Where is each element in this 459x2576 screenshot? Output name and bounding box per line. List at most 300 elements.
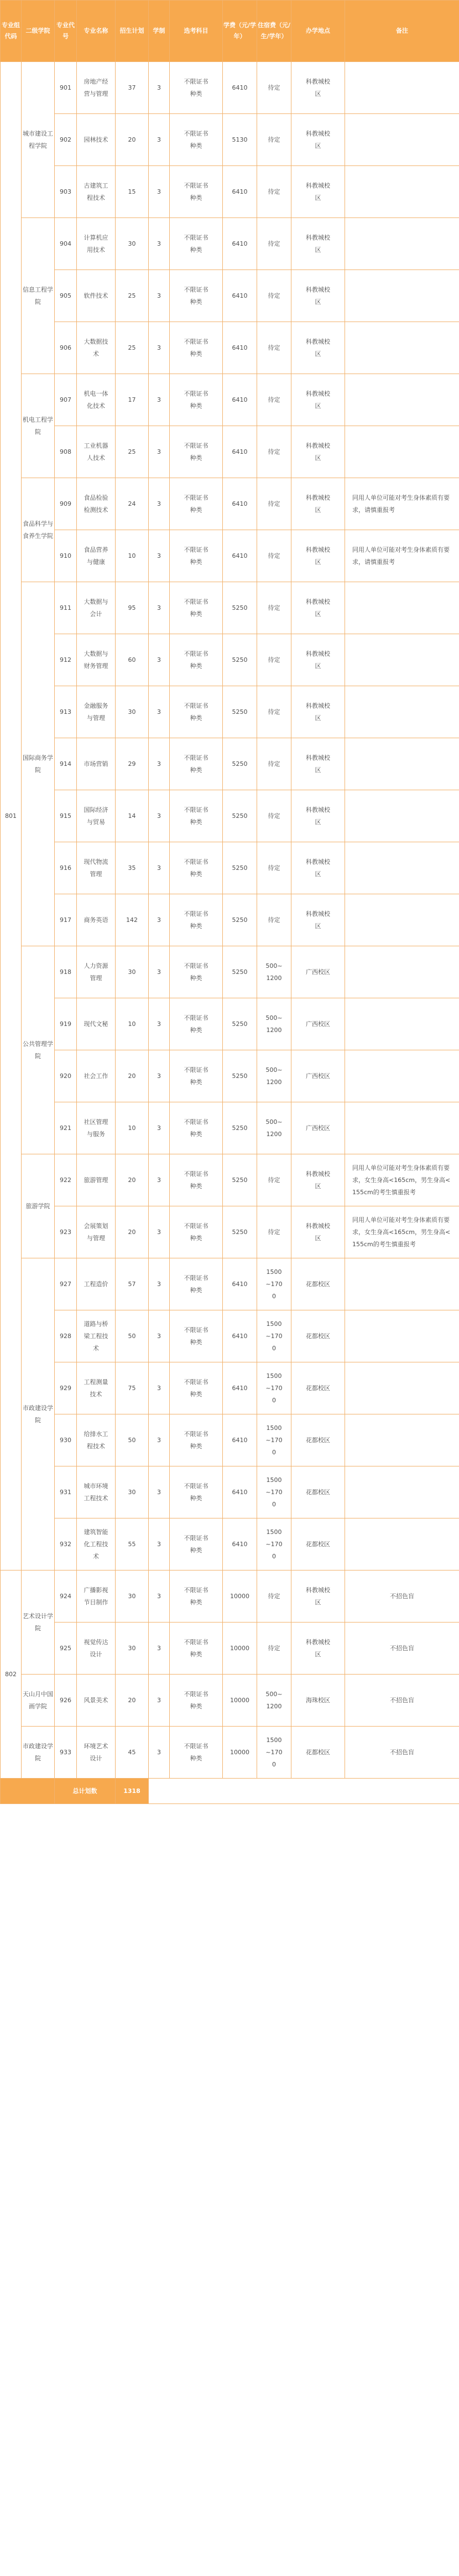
years-cell — [149, 1154, 170, 1206]
major-name-cell-text: 人力资源管理 — [84, 962, 108, 982]
years-cell — [149, 1727, 170, 1779]
plan-cell — [116, 166, 149, 218]
table-row — [1, 62, 459, 114]
plan-cell — [116, 998, 149, 1050]
tuition-cell — [223, 1727, 257, 1779]
subject-cell-text: 不限证书种类 — [184, 338, 208, 357]
place-cell-text: 广西校区 — [306, 968, 330, 976]
table-row — [1, 530, 459, 582]
note-cell — [345, 1623, 459, 1675]
place-cell — [291, 1571, 345, 1623]
tuition-cell-text: 10000 — [230, 1592, 249, 1600]
years-cell — [149, 218, 170, 270]
years-cell-text: 3 — [157, 1644, 161, 1652]
tuition-cell — [223, 1310, 257, 1362]
table-row — [1, 1102, 459, 1154]
major-code-cell — [55, 686, 77, 738]
table-row — [1, 478, 459, 530]
major-code-cell — [55, 166, 77, 218]
tuition-cell-text: 5250 — [232, 760, 248, 768]
column-header: 备注 — [345, 1, 459, 62]
subject-cell-text: 不限证书种类 — [184, 1066, 208, 1086]
column-header: 学费（元/学年） — [223, 1, 257, 62]
note-cell-text: 同用人单位可能对考生身体素质有要求，请慎重报考 — [352, 546, 450, 566]
years-cell-text: 3 — [157, 136, 161, 143]
years-cell — [149, 1310, 170, 1362]
plan-cell — [116, 478, 149, 530]
place-cell-text: 花都校区 — [306, 1540, 330, 1548]
lodging-cell — [257, 1466, 291, 1518]
plan-cell — [116, 738, 149, 790]
subject-cell-text: 不限证书种类 — [184, 286, 208, 305]
major-code-cell — [55, 426, 77, 478]
college-cell: 公共管理学院 — [22, 946, 55, 1154]
lodging-cell — [257, 1675, 291, 1727]
header-row — [1, 1, 459, 62]
subject-cell — [170, 426, 223, 478]
lodging-cell-text: 待定 — [268, 916, 280, 924]
table-footer — [1, 1779, 459, 1804]
tuition-cell-text: 6410 — [232, 1488, 248, 1496]
lodging-cell — [257, 1258, 291, 1310]
place-cell — [291, 790, 345, 842]
lodging-cell — [257, 114, 291, 166]
lodging-cell — [257, 686, 291, 738]
place-cell — [291, 1206, 345, 1258]
years-cell-text: 3 — [157, 1332, 161, 1340]
place-cell — [291, 478, 345, 530]
place-cell-text: 花都校区 — [306, 1748, 330, 1756]
major-name-cell — [77, 790, 116, 842]
place-cell — [291, 1102, 345, 1154]
lodging-cell — [257, 1050, 291, 1102]
tuition-cell — [223, 1623, 257, 1675]
major-code-cell-text: 912 — [60, 656, 71, 664]
years-cell — [149, 1623, 170, 1675]
place-cell — [291, 1310, 345, 1362]
table-row — [1, 790, 459, 842]
tuition-cell-text: 5130 — [232, 136, 248, 143]
place-cell — [291, 62, 345, 114]
years-cell — [149, 1258, 170, 1310]
plan-cell-text: 20 — [128, 1696, 136, 1704]
years-cell-text: 3 — [157, 968, 161, 976]
plan-cell-text: 24 — [128, 500, 136, 507]
years-cell — [149, 738, 170, 790]
place-cell — [291, 1414, 345, 1466]
group-code-cell: 802 — [1, 1571, 22, 1779]
tuition-cell-text: 10000 — [230, 1644, 249, 1652]
plan-cell — [116, 1675, 149, 1727]
tuition-cell-text: 6410 — [232, 1384, 248, 1392]
college-cell: 机电工程学院 — [22, 374, 55, 478]
major-name-cell — [77, 894, 116, 946]
place-cell-text: 科教城校区 — [306, 182, 330, 201]
years-cell — [149, 1050, 170, 1102]
major-code-cell-text: 930 — [60, 1436, 71, 1444]
place-cell — [291, 114, 345, 166]
table-row — [1, 1727, 459, 1779]
note-cell — [345, 1727, 459, 1779]
years-cell-text: 3 — [157, 188, 161, 195]
subject-cell — [170, 1571, 223, 1623]
plan-cell — [116, 1727, 149, 1779]
table-row — [1, 634, 459, 686]
college-cell: 旅游学院 — [22, 1154, 55, 1258]
lodging-cell — [257, 894, 291, 946]
tuition-cell — [223, 1518, 257, 1571]
place-cell — [291, 1050, 345, 1102]
tuition-cell-text: 5250 — [232, 968, 248, 976]
major-name-cell — [77, 998, 116, 1050]
lodging-cell — [257, 842, 291, 894]
tuition-cell — [223, 530, 257, 582]
subject-cell — [170, 1518, 223, 1571]
lodging-cell — [257, 1727, 291, 1779]
place-cell-text: 科教城校区 — [306, 494, 330, 514]
lodging-cell — [257, 374, 291, 426]
note-cell — [345, 842, 459, 894]
note-cell — [345, 1206, 459, 1258]
major-code-cell — [55, 1727, 77, 1779]
major-code-cell — [55, 790, 77, 842]
tuition-cell-text: 6410 — [232, 344, 248, 351]
footer-spacer — [149, 1779, 459, 1804]
tuition-cell — [223, 1102, 257, 1154]
lodging-cell-text: 1500~1700 — [265, 1424, 283, 1456]
place-cell — [291, 270, 345, 322]
years-cell — [149, 1571, 170, 1623]
tuition-cell — [223, 1571, 257, 1623]
major-code-cell — [55, 738, 77, 790]
major-name-cell — [77, 478, 116, 530]
years-cell-text: 3 — [157, 1748, 161, 1756]
table-row — [1, 270, 459, 322]
years-cell-text: 3 — [157, 500, 161, 507]
place-cell-text: 科教城校区 — [306, 390, 330, 410]
note-cell — [345, 218, 459, 270]
tuition-cell-text: 5250 — [232, 1228, 248, 1236]
note-cell — [345, 1362, 459, 1414]
plan-cell-text: 10 — [128, 1020, 136, 1028]
note-cell — [345, 166, 459, 218]
subject-cell — [170, 114, 223, 166]
tuition-cell — [223, 478, 257, 530]
subject-cell — [170, 1414, 223, 1466]
major-name-cell-text: 大数据与会计 — [84, 598, 108, 618]
major-code-cell — [55, 894, 77, 946]
major-name-cell — [77, 530, 116, 582]
major-code-cell-text: 928 — [60, 1332, 71, 1340]
table-row — [1, 1206, 459, 1258]
subject-cell-text: 不限证书种类 — [184, 1586, 208, 1606]
years-cell — [149, 894, 170, 946]
note-cell — [345, 634, 459, 686]
note-cell — [345, 1675, 459, 1727]
major-code-cell-text: 915 — [60, 812, 71, 820]
footer-blank — [1, 1779, 55, 1804]
tuition-cell — [223, 1466, 257, 1518]
table-row — [1, 1362, 459, 1414]
plan-cell-text: 20 — [128, 1228, 136, 1236]
years-cell-text: 3 — [157, 1384, 161, 1392]
note-cell — [345, 478, 459, 530]
major-name-cell — [77, 218, 116, 270]
major-code-cell-text: 905 — [60, 292, 71, 299]
major-code-cell-text: 929 — [60, 1384, 71, 1392]
major-code-cell — [55, 634, 77, 686]
tuition-cell — [223, 218, 257, 270]
table-row — [1, 1258, 459, 1310]
tuition-cell — [223, 998, 257, 1050]
plan-cell-text: 20 — [128, 1072, 136, 1080]
years-cell-text: 3 — [157, 1592, 161, 1600]
tuition-cell-text: 6410 — [232, 396, 248, 403]
plan-cell — [116, 1050, 149, 1102]
major-name-cell — [77, 114, 116, 166]
years-cell-text: 3 — [157, 1124, 161, 1132]
plan-cell-text: 25 — [128, 344, 136, 351]
plan-cell — [116, 1623, 149, 1675]
place-cell-text: 科教城校区 — [306, 286, 330, 305]
place-cell-text: 科教城校区 — [306, 1638, 330, 1658]
note-cell-text: 不招色盲 — [390, 1748, 414, 1756]
major-code-cell-text: 927 — [60, 1280, 71, 1288]
tuition-cell-text: 6410 — [232, 1436, 248, 1444]
subject-cell-text: 不限证书种类 — [184, 234, 208, 253]
lodging-cell-text: 待定 — [268, 760, 280, 768]
subject-cell — [170, 790, 223, 842]
note-cell — [345, 62, 459, 114]
lodging-cell — [257, 946, 291, 998]
place-cell — [291, 1466, 345, 1518]
subject-cell — [170, 582, 223, 634]
major-code-cell-text: 914 — [60, 760, 71, 768]
table-row — [1, 1571, 459, 1623]
major-name-cell-text: 工程造价 — [84, 1280, 108, 1288]
note-cell — [345, 1102, 459, 1154]
major-name-cell — [77, 1675, 116, 1727]
lodging-cell-text: 待定 — [268, 1592, 280, 1600]
major-name-cell — [77, 1206, 116, 1258]
table-header — [1, 1, 459, 62]
column-header: 办学地点 — [291, 1, 345, 62]
plan-cell — [116, 530, 149, 582]
lodging-cell — [257, 790, 291, 842]
lodging-cell — [257, 218, 291, 270]
plan-cell — [116, 1362, 149, 1414]
tuition-cell-text: 5250 — [232, 1020, 248, 1028]
group-code-cell: 801 — [1, 62, 22, 1571]
college-cell: 市政建设学院 — [22, 1727, 55, 1779]
subject-cell-text: 不限证书种类 — [184, 1014, 208, 1034]
subject-cell — [170, 374, 223, 426]
lodging-cell-text: 1500~1700 — [265, 1372, 283, 1404]
years-cell — [149, 1362, 170, 1414]
lodging-cell — [257, 530, 291, 582]
major-code-cell — [55, 530, 77, 582]
table-row — [1, 114, 459, 166]
tuition-cell — [223, 1050, 257, 1102]
subject-cell — [170, 530, 223, 582]
plan-cell-text: 20 — [128, 1176, 136, 1184]
subject-cell — [170, 842, 223, 894]
major-code-cell — [55, 1623, 77, 1675]
major-name-cell — [77, 1518, 116, 1571]
major-code-cell-text: 919 — [60, 1020, 71, 1028]
lodging-cell — [257, 634, 291, 686]
subject-cell — [170, 1310, 223, 1362]
lodging-cell-text: 待定 — [268, 396, 280, 403]
subject-cell-text: 不限证书种类 — [184, 182, 208, 201]
major-name-cell-text: 现代物流管理 — [84, 858, 108, 878]
table-row — [1, 1623, 459, 1675]
place-cell — [291, 582, 345, 634]
subject-cell-text: 不限证书种类 — [184, 962, 208, 982]
plan-cell-text: 30 — [128, 968, 136, 976]
plan-cell — [116, 790, 149, 842]
lodging-cell-text: 待定 — [268, 552, 280, 559]
major-code-cell — [55, 1571, 77, 1623]
plan-cell — [116, 1258, 149, 1310]
place-cell — [291, 842, 345, 894]
major-name-cell-text: 大数据技术 — [84, 338, 108, 357]
place-cell-text: 科教城校区 — [306, 1222, 330, 1242]
plan-cell — [116, 62, 149, 114]
place-cell-text: 花都校区 — [306, 1280, 330, 1288]
note-cell — [345, 114, 459, 166]
major-name-cell-text: 风景美术 — [84, 1696, 108, 1704]
lodging-cell — [257, 1206, 291, 1258]
plan-cell-text: 45 — [128, 1748, 136, 1756]
place-cell — [291, 634, 345, 686]
place-cell — [291, 1727, 345, 1779]
note-cell — [345, 686, 459, 738]
major-name-cell — [77, 1414, 116, 1466]
years-cell-text: 3 — [157, 1436, 161, 1444]
subject-cell — [170, 1050, 223, 1102]
tuition-cell — [223, 426, 257, 478]
major-name-cell — [77, 166, 116, 218]
tuition-cell-text: 6410 — [232, 84, 248, 91]
lodging-cell-text: 1500~1700 — [265, 1268, 283, 1300]
major-code-cell — [55, 1154, 77, 1206]
major-name-cell-text: 园林技术 — [84, 136, 108, 143]
subject-cell-text: 不限证书种类 — [184, 754, 208, 774]
place-cell-text: 科教城校区 — [306, 702, 330, 722]
major-code-cell-text: 903 — [60, 188, 71, 195]
subject-cell — [170, 1675, 223, 1727]
major-name-cell-text: 大数据与财务管理 — [84, 650, 108, 670]
years-cell — [149, 790, 170, 842]
note-cell-text: 同用人单位可能对考生身体素质有要求，女生身高<165cm，男生身高<155cm的考生慎重报考 — [352, 1164, 451, 1196]
lodging-cell-text: 待定 — [268, 188, 280, 195]
lodging-cell — [257, 1154, 291, 1206]
major-name-cell-text: 国际经济与贸易 — [84, 806, 108, 826]
years-cell-text: 3 — [157, 1540, 161, 1548]
subject-cell-text: 不限证书种类 — [184, 546, 208, 566]
plan-cell-text: 14 — [128, 812, 136, 820]
plan-cell — [116, 946, 149, 998]
place-cell-text: 科教城校区 — [306, 1586, 330, 1606]
years-cell — [149, 1102, 170, 1154]
years-cell-text: 3 — [157, 1072, 161, 1080]
major-code-cell-text: 918 — [60, 968, 71, 976]
lodging-cell-text: 待定 — [268, 1228, 280, 1236]
college-cell: 食品科学与食养生学院 — [22, 478, 55, 582]
tuition-cell — [223, 1258, 257, 1310]
lodging-cell — [257, 270, 291, 322]
tuition-cell-text: 6410 — [232, 1280, 248, 1288]
major-code-cell-text: 909 — [60, 500, 71, 507]
major-code-cell-text: 901 — [60, 84, 71, 91]
place-cell-text: 科教城校区 — [306, 442, 330, 462]
major-name-cell — [77, 738, 116, 790]
college-cell: 天山月中国画学院 — [22, 1675, 55, 1727]
place-cell — [291, 218, 345, 270]
major-code-cell-text: 920 — [60, 1072, 71, 1080]
table-row — [1, 166, 459, 218]
plan-cell — [116, 426, 149, 478]
subject-cell-text: 不限证书种类 — [184, 1170, 208, 1190]
tuition-cell — [223, 790, 257, 842]
years-cell — [149, 62, 170, 114]
major-code-cell-text: 932 — [60, 1540, 71, 1548]
place-cell — [291, 530, 345, 582]
major-name-cell-text: 社会工作 — [84, 1072, 108, 1080]
column-header: 学制 — [149, 1, 170, 62]
note-cell — [345, 1518, 459, 1571]
years-cell — [149, 374, 170, 426]
note-cell-text: 不招色盲 — [390, 1696, 414, 1704]
tuition-cell-text: 6410 — [232, 1540, 248, 1548]
years-cell-text: 3 — [157, 604, 161, 611]
subject-cell — [170, 1466, 223, 1518]
plan-cell-text: 37 — [128, 84, 136, 91]
major-name-cell-text: 房地产经营与管理 — [84, 77, 108, 97]
lodging-cell — [257, 1414, 291, 1466]
subject-cell-text: 不限证书种类 — [184, 1638, 208, 1658]
tuition-cell-text: 6410 — [232, 552, 248, 559]
column-header: 专业代号 — [55, 1, 77, 62]
note-cell — [345, 946, 459, 998]
major-name-cell-text: 广播影视节目制作 — [84, 1586, 108, 1606]
years-cell-text: 3 — [157, 1280, 161, 1288]
subject-cell — [170, 62, 223, 114]
place-cell-text: 科教城校区 — [306, 858, 330, 878]
subject-cell — [170, 1727, 223, 1779]
subject-cell-text: 不限证书种类 — [184, 494, 208, 514]
plan-cell-text: 142 — [126, 916, 138, 924]
major-code-cell-text: 931 — [60, 1488, 71, 1496]
major-name-cell-text: 市场营销 — [84, 760, 108, 768]
plan-cell-text: 17 — [128, 396, 136, 403]
major-code-cell-text: 910 — [60, 552, 71, 559]
tuition-cell — [223, 374, 257, 426]
subject-cell-text: 不限证书种类 — [184, 77, 208, 97]
major-name-cell-text: 工业机器人技术 — [84, 442, 108, 462]
major-code-cell-text: 933 — [60, 1748, 71, 1756]
lodging-cell-text: 待定 — [268, 84, 280, 91]
note-cell — [345, 426, 459, 478]
subject-cell — [170, 894, 223, 946]
lodging-cell-text: 500~1200 — [265, 1014, 283, 1034]
plan-cell-text: 50 — [128, 1436, 136, 1444]
plan-cell — [116, 686, 149, 738]
place-cell — [291, 1518, 345, 1571]
years-cell-text: 3 — [157, 240, 161, 247]
lodging-cell — [257, 1362, 291, 1414]
